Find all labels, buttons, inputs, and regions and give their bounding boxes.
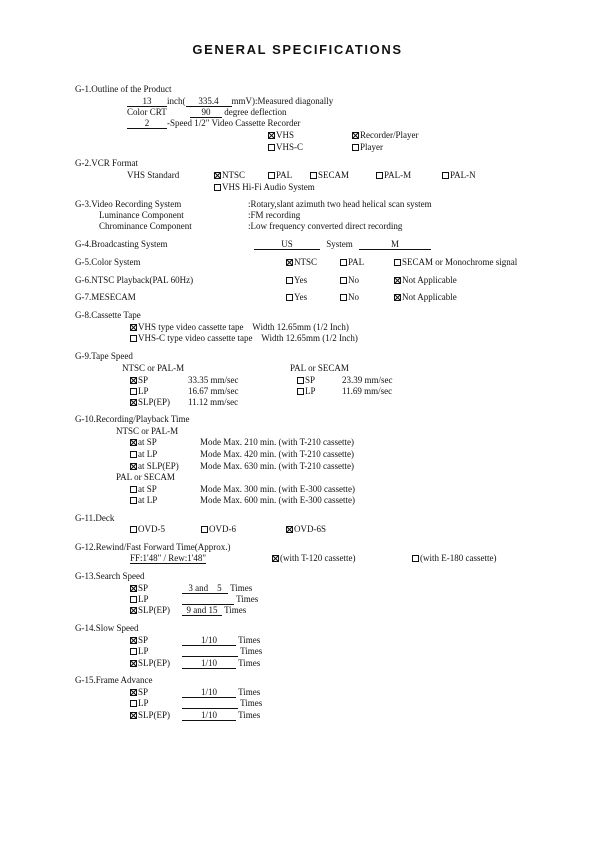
- deflection-text: degree deflection: [224, 107, 287, 117]
- g10-ntsc-lp-value: Mode Max. 420 min. (with T-210 cassette): [200, 449, 354, 459]
- option-label: OVD-6: [209, 524, 236, 534]
- g2-opt-hifi[interactable]: [214, 182, 315, 193]
- checkbox-icon[interactable]: [412, 555, 419, 562]
- option-label: PAL-N: [450, 170, 476, 180]
- checkbox-icon[interactable]: [376, 172, 383, 179]
- system-value: M: [359, 239, 431, 250]
- g10-ntsc-slp-value: Mode Max. 630 min. (with T-210 cassette): [200, 461, 354, 471]
- option-label: SLP(EP): [138, 658, 171, 668]
- option-label: at LP: [138, 495, 158, 505]
- option-label: VHS-C: [276, 142, 304, 152]
- g15-sp-value-wrap: [182, 687, 260, 698]
- heads-text: -Speed 1/2" Video Cassette Recorder: [167, 118, 301, 128]
- broadcast-value: US: [254, 239, 320, 250]
- g7-opt-no[interactable]: [340, 292, 359, 303]
- luminance-label: Luminance Component: [99, 210, 184, 220]
- inch-text: inch(: [167, 96, 186, 106]
- option-label: VHS-C type video cassette tape Width 12.65mm (1/2 Inch): [138, 333, 358, 343]
- g4-values: [254, 239, 431, 250]
- option-label: LP: [138, 594, 149, 604]
- g14-opt-lp[interactable]: [130, 646, 149, 657]
- g1-heading: G-1.Outline of the Product: [75, 84, 172, 94]
- option-label: SP: [138, 375, 149, 385]
- option-label: Not Applicable: [402, 292, 457, 302]
- option-label: No: [348, 292, 359, 302]
- option-label: PAL-M: [384, 170, 412, 180]
- checkbox-icon[interactable]: [297, 388, 304, 395]
- g6-opt-na[interactable]: [394, 275, 457, 286]
- g4-heading: G-4.Broadcasting System: [75, 239, 168, 249]
- checkbox-icon[interactable]: [130, 388, 137, 395]
- checkbox-icon[interactable]: [297, 377, 304, 384]
- unit-label: Times: [238, 710, 261, 720]
- checkbox-icon[interactable]: [130, 648, 137, 655]
- g9-pal-label: PAL or SECAM: [290, 363, 349, 373]
- option-label: LP: [138, 698, 149, 708]
- g8-opt-vhs-c-tape[interactable]: [130, 333, 358, 344]
- screen-size-mm: 335.4: [186, 96, 232, 107]
- g5-opt-ntsc[interactable]: [286, 257, 317, 268]
- rewind-ff-value-wrap: [130, 553, 206, 564]
- option-label: SP: [138, 583, 149, 593]
- g13-opt-lp[interactable]: [130, 594, 149, 605]
- unit-label: Times: [230, 583, 253, 593]
- g14-opt-sp[interactable]: [130, 635, 148, 646]
- option-label: OVD-6S: [294, 524, 327, 534]
- crt-label: Color CRT: [127, 107, 167, 117]
- unit-label: Times: [238, 658, 261, 668]
- checkbox-icon[interactable]: [340, 294, 347, 301]
- page-title: GENERAL SPECIFICATIONS: [192, 42, 403, 57]
- option-label: NTSC: [222, 170, 246, 180]
- g2-opt-pal[interactable]: [268, 170, 292, 181]
- checkbox-icon[interactable]: [130, 660, 137, 667]
- option-label: VHS Hi-Fi Audio System: [222, 182, 315, 192]
- checkbox-icon[interactable]: [286, 277, 293, 284]
- option-label: VHS: [276, 130, 295, 140]
- g11-opt-ovd6s[interactable]: [286, 524, 326, 535]
- checkbox-icon[interactable]: [130, 377, 137, 384]
- g2-opt-secam[interactable]: [310, 170, 349, 181]
- option-label: PAL: [348, 257, 365, 267]
- option-label: Player: [360, 142, 383, 152]
- option-label: SP: [138, 635, 149, 645]
- checkbox-icon[interactable]: [130, 324, 137, 331]
- unit-label: Times: [236, 594, 259, 604]
- g13-slp-value-wrap: [182, 605, 246, 616]
- checkbox-icon[interactable]: [394, 259, 401, 266]
- option-label: NTSC: [294, 257, 318, 267]
- checkbox-icon[interactable]: [130, 585, 137, 592]
- g1-opt-vhs-c[interactable]: [268, 142, 303, 153]
- g9-pal-sp[interactable]: [297, 375, 315, 386]
- g7-opt-na[interactable]: [394, 292, 457, 303]
- g15-opt-sp[interactable]: [130, 687, 148, 698]
- g15-lp-value-wrap: [182, 698, 262, 709]
- slow-lp-value: [182, 646, 238, 657]
- checkbox-icon[interactable]: [130, 399, 137, 406]
- g10-pal-label: PAL or SECAM: [116, 472, 175, 482]
- g7-opt-yes[interactable]: [286, 292, 307, 303]
- unit-label: Times: [240, 646, 263, 656]
- option-label: at SP: [138, 437, 157, 447]
- g1-opt-vhs[interactable]: [268, 130, 294, 141]
- g10-pal-lp[interactable]: [130, 495, 157, 506]
- g1-size-line: [127, 96, 333, 107]
- g15-heading: G-15.Frame Advance: [75, 675, 153, 685]
- g1-opt-recorder-player[interactable]: [352, 130, 418, 141]
- g9-ntsc-sp[interactable]: [130, 375, 148, 386]
- g9-ntsc-label: NTSC or PAL-M: [122, 363, 185, 373]
- option-label: (with E-180 cassette): [420, 553, 497, 563]
- g10-ntsc-slp[interactable]: [130, 461, 179, 472]
- checkbox-icon[interactable]: [130, 526, 137, 533]
- screen-size-inch: 13: [127, 96, 167, 107]
- g9-ntsc-slp-value: 11.12 mm/sec: [188, 397, 239, 407]
- g12-opt-t120[interactable]: [272, 553, 356, 564]
- frame-lp-value: [182, 698, 238, 709]
- g9-ntsc-lp[interactable]: [130, 386, 149, 397]
- option-label: SP: [138, 687, 149, 697]
- g15-opt-slp[interactable]: [130, 710, 170, 721]
- checkbox-icon[interactable]: [352, 132, 359, 139]
- checkbox-icon[interactable]: [340, 277, 347, 284]
- chrominance-value: :Low frequency converted direct recording: [248, 221, 403, 231]
- checkbox-icon[interactable]: [130, 607, 137, 614]
- g10-ntsc-lp[interactable]: [130, 449, 157, 460]
- g8-opt-vhs-tape[interactable]: [130, 322, 349, 333]
- g6-heading: G-6.NTSC Playback(PAL 60Hz): [75, 275, 194, 285]
- checkbox-icon[interactable]: [340, 259, 347, 266]
- g6-opt-no[interactable]: [340, 275, 359, 286]
- search-sp-value: 3 and 5: [182, 583, 228, 594]
- option-label: at SP: [138, 484, 157, 494]
- option-label: SECAM: [318, 170, 350, 180]
- checkbox-icon[interactable]: [130, 439, 137, 446]
- g12-heading: G-12.Rewind/Fast Forward Time(Approx.): [75, 542, 231, 552]
- g10-heading: G-10.Recording/Playback Time: [75, 414, 190, 424]
- deflection-line: [190, 107, 286, 118]
- g13-lp-value-wrap: [182, 594, 258, 605]
- checkbox-icon[interactable]: [286, 526, 293, 533]
- option-label: SECAM or Monochrome signal: [402, 257, 518, 267]
- g2-heading: G-2.VCR Format: [75, 158, 138, 168]
- checkbox-icon[interactable]: [130, 689, 137, 696]
- checkbox-icon[interactable]: [286, 294, 293, 301]
- g9-ntsc-slp[interactable]: [130, 397, 170, 408]
- g9-heading: G-9.Tape Speed: [75, 351, 133, 361]
- g9-pal-lp[interactable]: [297, 386, 316, 397]
- g11-opt-ovd6[interactable]: [201, 524, 236, 535]
- checkbox-icon[interactable]: [130, 451, 137, 458]
- system-label: System: [326, 239, 353, 249]
- option-label: Not Applicable: [402, 275, 457, 285]
- g5-opt-secam[interactable]: [394, 257, 517, 268]
- g14-sp-value-wrap: [182, 635, 260, 646]
- option-label: SLP(EP): [138, 605, 171, 615]
- g15-opt-lp[interactable]: [130, 698, 149, 709]
- g1-opt-player[interactable]: [352, 142, 383, 153]
- checkbox-icon[interactable]: [268, 172, 275, 179]
- checkbox-icon[interactable]: [201, 526, 208, 533]
- chrominance-label: Chrominance Component: [99, 221, 192, 231]
- option-label: OVD-5: [138, 524, 165, 534]
- checkbox-icon[interactable]: [286, 259, 293, 266]
- heads-line: [127, 118, 300, 129]
- g11-opt-ovd5[interactable]: [130, 524, 165, 535]
- g10-pal-lp-value: Mode Max. 600 min. (with E-300 cassette): [200, 495, 355, 505]
- g12-opt-e180[interactable]: [412, 553, 496, 564]
- g13-opt-sp[interactable]: [130, 583, 148, 594]
- g9-ntsc-sp-value: 33.35 mm/sec: [188, 375, 239, 385]
- option-label: VHS type video cassette tape Width 12.65mm (1/2 Inch): [138, 322, 349, 332]
- checkbox-icon[interactable]: [272, 555, 279, 562]
- g9-ntsc-lp-value: 16.67 mm/sec: [188, 386, 239, 396]
- option-label: Yes: [294, 275, 308, 285]
- checkbox-icon[interactable]: [130, 700, 137, 707]
- checkbox-icon[interactable]: [394, 294, 401, 301]
- search-slp-value: 9 and 15: [182, 605, 222, 616]
- option-label: LP: [138, 386, 149, 396]
- option-label: at SLP(EP): [138, 461, 179, 471]
- mm-text: mmV):Measured diagonally: [231, 96, 334, 106]
- option-label: SLP(EP): [138, 710, 171, 720]
- slow-sp-value: 1/10: [182, 635, 236, 646]
- g14-opt-slp[interactable]: [130, 658, 170, 669]
- g2-opt-pal-n[interactable]: [442, 170, 476, 181]
- g13-opt-slp[interactable]: [130, 605, 170, 616]
- checkbox-icon[interactable]: [130, 486, 137, 493]
- checkbox-icon[interactable]: [268, 144, 275, 151]
- rewind-ff-value: FF:1'48" / Rew:1'48": [130, 553, 207, 563]
- g14-lp-value-wrap: [182, 646, 262, 657]
- g11-heading: G-11.Deck: [75, 513, 115, 523]
- checkbox-icon[interactable]: [442, 172, 449, 179]
- g3-value: :Rotary,slant azimuth two head helical scan system: [248, 199, 432, 209]
- option-label: at LP: [138, 449, 158, 459]
- g10-pal-sp[interactable]: [130, 484, 157, 495]
- option-label: SP: [305, 375, 316, 385]
- unit-label: Times: [240, 698, 263, 708]
- g5-opt-pal[interactable]: [340, 257, 364, 268]
- option-label: PAL: [276, 170, 293, 180]
- option-label: LP: [138, 646, 149, 656]
- checkbox-icon[interactable]: [130, 637, 137, 644]
- vhs-standard-label: VHS Standard: [127, 170, 180, 180]
- g10-pal-sp-value: Mode Max. 300 min. (with E-300 cassette): [200, 484, 355, 494]
- checkbox-icon[interactable]: [130, 497, 137, 504]
- checkbox-icon[interactable]: [214, 172, 221, 179]
- frame-slp-value: 1/10: [182, 710, 236, 721]
- g3-heading: G-3.Video Recording System: [75, 199, 182, 209]
- luminance-value: :FM recording: [248, 210, 301, 220]
- option-label: (with T-120 cassette): [280, 553, 356, 563]
- unit-label: Times: [238, 687, 261, 697]
- g10-ntsc-sp[interactable]: [130, 437, 157, 448]
- checkbox-icon[interactable]: [310, 172, 317, 179]
- g9-pal-lp-value: 11.69 mm/sec: [342, 386, 393, 396]
- checkbox-icon[interactable]: [130, 712, 137, 719]
- g9-pal-sp-value: 23.39 mm/sec: [342, 375, 393, 385]
- slow-slp-value: 1/10: [182, 658, 236, 669]
- option-label: LP: [305, 386, 316, 396]
- option-label: Recorder/Player: [360, 130, 419, 140]
- g7-heading: G-7.MESECAM: [75, 292, 136, 302]
- checkbox-icon[interactable]: [214, 184, 221, 191]
- checkbox-icon[interactable]: [130, 463, 137, 470]
- checkbox-icon[interactable]: [352, 144, 359, 151]
- checkbox-icon[interactable]: [394, 277, 401, 284]
- deflection-value: 90: [190, 107, 222, 118]
- g13-heading: G-13.Search Speed: [75, 571, 145, 581]
- g15-slp-value-wrap: [182, 710, 260, 721]
- g14-heading: G-14.Slow Speed: [75, 623, 139, 633]
- g2-opt-pal-m[interactable]: [376, 170, 411, 181]
- unit-label: Times: [238, 635, 261, 645]
- option-label: Yes: [294, 292, 308, 302]
- heads-value: 2: [127, 118, 167, 129]
- g10-ntsc-label: NTSC or PAL-M: [116, 426, 179, 436]
- g8-heading: G-8.Cassette Tape: [75, 310, 141, 320]
- g10-ntsc-sp-value: Mode Max. 210 min. (with T-210 cassette): [200, 437, 354, 447]
- g14-slp-value-wrap: [182, 658, 260, 669]
- checkbox-icon[interactable]: [130, 596, 137, 603]
- frame-sp-value: 1/10: [182, 687, 236, 698]
- g2-opt-ntsc[interactable]: [214, 170, 245, 181]
- g13-sp-value-wrap: [182, 583, 252, 594]
- option-label: SLP(EP): [138, 397, 171, 407]
- search-lp-value: [182, 594, 234, 605]
- option-label: No: [348, 275, 359, 285]
- checkbox-icon[interactable]: [130, 335, 137, 342]
- g6-opt-yes[interactable]: [286, 275, 307, 286]
- checkbox-icon[interactable]: [268, 132, 275, 139]
- g5-heading: G-5.Color System: [75, 257, 141, 267]
- unit-label: Times: [224, 605, 247, 615]
